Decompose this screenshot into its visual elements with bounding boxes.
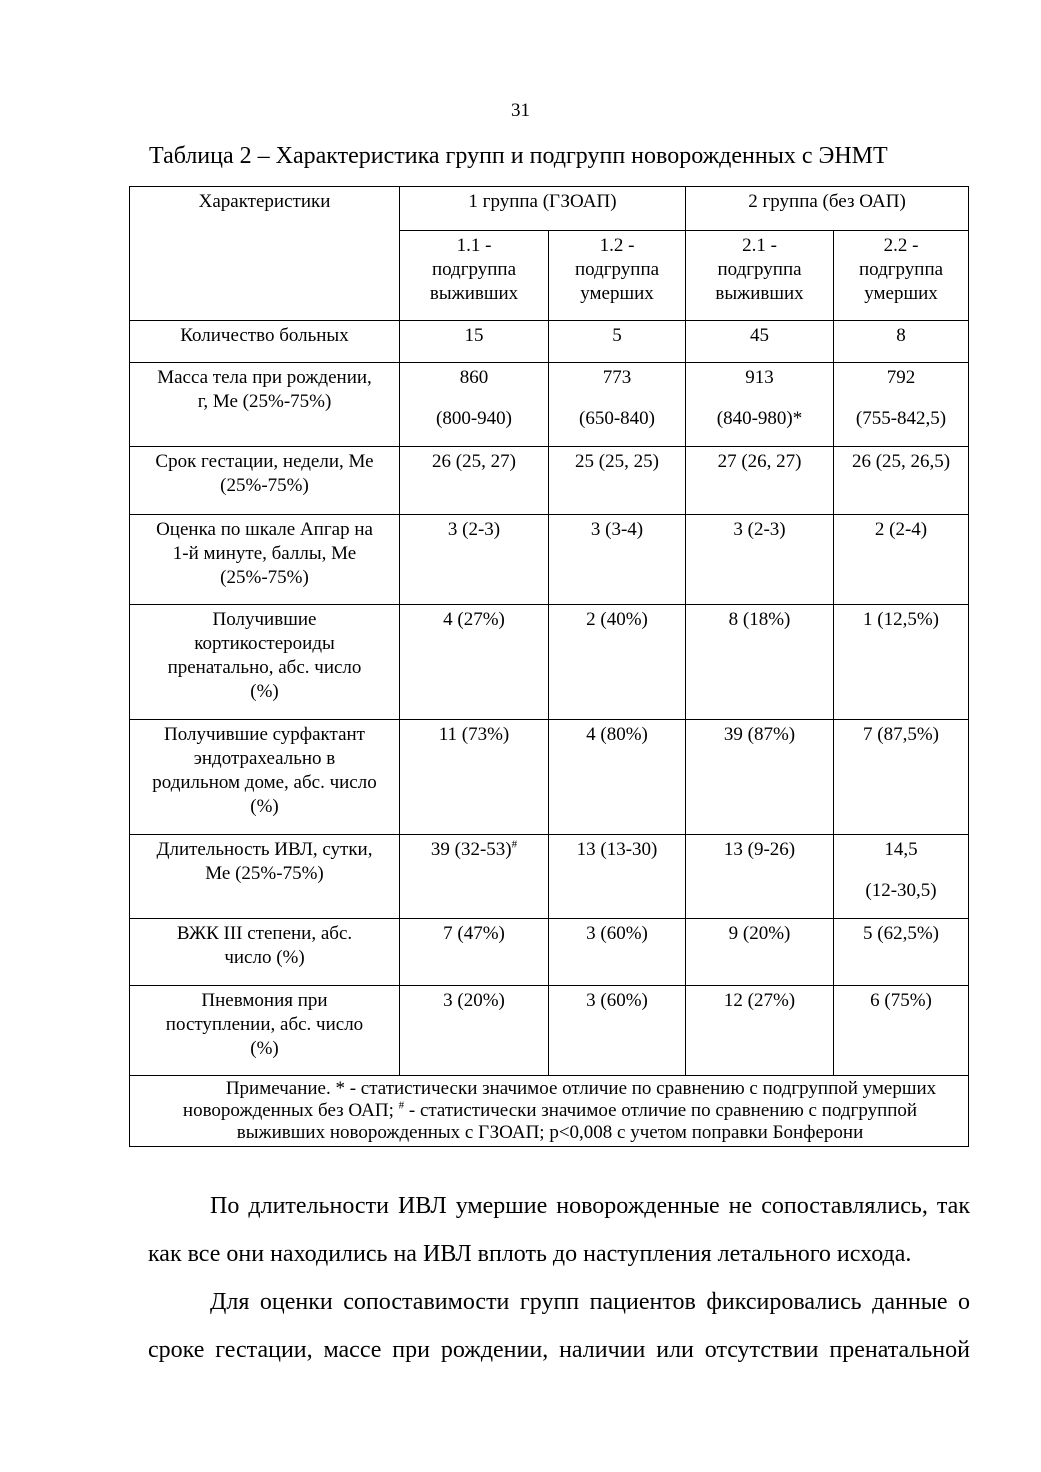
cell-line: пренатально, абс. число bbox=[167, 657, 362, 678]
cell-line: подгруппа bbox=[574, 259, 660, 280]
paragraph: По длительности ИВЛ умершие новорожденные не сопоставлялись, так как все они находились на ИВЛ вплоть до наступления летального исхода. bbox=[148, 1193, 970, 1267]
row-value bbox=[549, 835, 686, 919]
value-range: (650-840) bbox=[579, 408, 655, 429]
cell-line: Оценка по шкале Апгар на bbox=[156, 519, 373, 540]
cell-line: умерших bbox=[580, 283, 654, 304]
cell-line: Масса тела при рождении, bbox=[157, 367, 372, 388]
table-note bbox=[130, 1076, 969, 1147]
value-text: 3 (3-4) bbox=[590, 519, 644, 540]
row-value bbox=[400, 720, 549, 835]
value-text: 2 (2-4) bbox=[874, 519, 928, 540]
row-value bbox=[549, 919, 686, 986]
value-text: 26 (25, 26,5) bbox=[851, 451, 951, 472]
cell-line: (%) bbox=[250, 1038, 279, 1059]
cell-line: 1-й минуте, баллы, Ме bbox=[172, 543, 357, 564]
value-main: 773 bbox=[602, 367, 632, 388]
row-label bbox=[130, 605, 400, 720]
value-text: 6 (75%) bbox=[870, 990, 932, 1011]
table-row bbox=[130, 605, 969, 720]
cell-line: подгруппа bbox=[858, 259, 944, 280]
header-subgroup-1 bbox=[400, 231, 549, 321]
header-group-2: 2 группа (без ОАП) bbox=[686, 187, 969, 231]
value-text: 15 bbox=[464, 325, 484, 346]
cell-line: 1.1 - bbox=[456, 235, 492, 256]
value-text: 2 (40%) bbox=[586, 609, 648, 630]
value-text: 9 (20%) bbox=[728, 923, 791, 944]
value-text: 3 (2-3) bbox=[733, 519, 786, 540]
cell-line: 2.2 - bbox=[883, 235, 919, 256]
header-subgroup-4 bbox=[834, 231, 969, 321]
value-main: 860 bbox=[459, 367, 489, 388]
row-value bbox=[686, 835, 834, 919]
row-value bbox=[400, 605, 549, 720]
value-range: (12-30,5) bbox=[865, 880, 937, 901]
cell-line: поступлении, абс. число bbox=[165, 1014, 364, 1035]
cell-line: Длительность ИВЛ, сутки, bbox=[156, 839, 373, 860]
value-text: 13 (9-26) bbox=[723, 839, 796, 860]
cell-line: 2.1 - bbox=[742, 235, 777, 256]
cell-line: ВЖК III степени, абс. bbox=[176, 923, 353, 944]
cell-line: число (%) bbox=[224, 947, 305, 968]
value-text: 26 (25, 27) bbox=[432, 451, 516, 472]
cell-line: Срок гестации, недели, Ме bbox=[155, 451, 374, 472]
row-label bbox=[130, 321, 400, 363]
value-text: 39 (32-53) bbox=[430, 839, 512, 860]
body-text bbox=[148, 1182, 970, 1374]
header-subgroup-2 bbox=[549, 231, 686, 321]
row-value bbox=[686, 605, 834, 720]
row-value bbox=[686, 321, 834, 363]
row-value bbox=[686, 986, 834, 1076]
cell-line: эндотрахеально в bbox=[193, 748, 336, 769]
cell-line: (25%-75%) bbox=[220, 567, 309, 588]
value-text: 3 (20%) bbox=[443, 990, 505, 1011]
value-main: 14,5 bbox=[884, 839, 918, 860]
row-value bbox=[400, 919, 549, 986]
row-value bbox=[834, 720, 969, 835]
table-row bbox=[130, 363, 969, 447]
cell-line: (%) bbox=[250, 796, 279, 817]
row-value bbox=[834, 919, 969, 986]
value-text: 7 (47%) bbox=[443, 923, 505, 944]
value-range: (800-940) bbox=[436, 408, 512, 429]
paragraph: Для оценки сопоставимости групп пациентов фиксировались данные о сроке гестации, массе при рождении, наличии или отсутствии пренатальной bbox=[148, 1289, 970, 1363]
cell-line: Получившие bbox=[212, 609, 317, 630]
cell-line: выживших bbox=[715, 283, 804, 304]
row-value bbox=[834, 321, 969, 363]
row-value bbox=[834, 515, 969, 605]
cell-line: умерших bbox=[864, 283, 938, 304]
row-value bbox=[549, 515, 686, 605]
value-text: 8 bbox=[896, 325, 906, 346]
table-title: Таблица 2 – Характеристика групп и подгрупп новорожденных с ЭНМТ bbox=[149, 143, 888, 169]
value-text: 45 bbox=[750, 325, 770, 346]
row-value bbox=[549, 363, 686, 447]
row-label bbox=[130, 720, 400, 835]
table-row bbox=[130, 835, 969, 919]
page-number: 31 bbox=[511, 100, 530, 121]
value-text: 5 (62,5%) bbox=[863, 923, 939, 944]
value-text: 39 (87%) bbox=[723, 724, 796, 745]
value-text: 3 (2-3) bbox=[447, 519, 501, 540]
note-mark: # bbox=[398, 1099, 405, 1112]
value-main: 913 bbox=[745, 367, 774, 388]
row-value bbox=[834, 986, 969, 1076]
value-text: 8 (18%) bbox=[728, 609, 791, 630]
row-label bbox=[130, 986, 400, 1076]
row-label bbox=[130, 515, 400, 605]
row-value bbox=[686, 919, 834, 986]
header-characteristics: Характеристики bbox=[130, 187, 400, 321]
table-row bbox=[130, 447, 969, 515]
row-value bbox=[834, 447, 969, 515]
row-value bbox=[834, 363, 969, 447]
value-text: 12 (27%) bbox=[723, 990, 796, 1011]
value-range: (755-842,5) bbox=[855, 408, 947, 429]
cell-line: подгруппа bbox=[717, 259, 802, 280]
row-label bbox=[130, 447, 400, 515]
cell-line: Получившие сурфактант bbox=[164, 724, 365, 745]
cell-line: (%) bbox=[250, 681, 279, 702]
cell-line: подгруппа bbox=[431, 259, 517, 280]
table-row bbox=[130, 321, 969, 363]
row-value bbox=[549, 720, 686, 835]
row-value bbox=[686, 515, 834, 605]
value-text: 4 (27%) bbox=[443, 609, 505, 630]
row-value bbox=[400, 363, 549, 447]
cell-line: кортикостероиды bbox=[194, 633, 335, 654]
value-text: 7 (87,5%) bbox=[863, 724, 939, 745]
significance-mark: # bbox=[511, 838, 518, 851]
row-value bbox=[549, 605, 686, 720]
note-text: Примечание. * - статистически значимое отличие по сравнению с подгруппой умерших новорожденных без ОАП; bbox=[182, 1078, 937, 1121]
row-value bbox=[400, 321, 549, 363]
value-text: 5 bbox=[612, 325, 622, 346]
value-text: 1 (12,5%) bbox=[863, 609, 939, 630]
cell-line: 1.2 - bbox=[599, 235, 635, 256]
row-value bbox=[549, 986, 686, 1076]
row-label bbox=[130, 363, 400, 447]
cell-line: родильном доме, абс. число bbox=[152, 772, 377, 793]
row-value bbox=[834, 605, 969, 720]
cell-line: г, Ме (25%-75%) bbox=[197, 391, 332, 412]
value-text: 27 (26, 27) bbox=[717, 451, 802, 472]
characteristics-table bbox=[129, 186, 969, 1147]
table-row bbox=[130, 919, 969, 986]
row-label bbox=[130, 835, 400, 919]
row-value bbox=[400, 835, 549, 919]
value-text: 3 (60%) bbox=[586, 923, 648, 944]
value-text: 13 (13-30) bbox=[576, 839, 658, 860]
value-text: 4 (80%) bbox=[586, 724, 648, 745]
cell-line: выживших bbox=[429, 283, 519, 304]
row-value bbox=[400, 986, 549, 1076]
value-text: 11 (73%) bbox=[438, 724, 510, 745]
cell-line: Ме (25%-75%) bbox=[205, 863, 324, 884]
row-value bbox=[834, 835, 969, 919]
row-value bbox=[549, 447, 686, 515]
row-value bbox=[400, 447, 549, 515]
note-text: - статистически значимое отличие по сравнению с подгруппой выживших новорожденных с ГЗОАП; p<0,008 с учетом поправки Бонферони bbox=[236, 1100, 918, 1143]
cell-line: Пневмония при bbox=[201, 990, 328, 1011]
row-value bbox=[686, 720, 834, 835]
cell-line: (25%-75%) bbox=[220, 475, 309, 496]
value-text: 3 (60%) bbox=[586, 990, 648, 1011]
row-value bbox=[686, 363, 834, 447]
row-value bbox=[549, 321, 686, 363]
table-row bbox=[130, 515, 969, 605]
value-text: 25 (25, 25) bbox=[575, 451, 659, 472]
cell-line: Количество больных bbox=[180, 325, 349, 346]
table-row bbox=[130, 720, 969, 835]
table-row bbox=[130, 986, 969, 1076]
row-value bbox=[400, 515, 549, 605]
header-subgroup-3 bbox=[686, 231, 834, 321]
value-main: 792 bbox=[886, 367, 916, 388]
row-value bbox=[686, 447, 834, 515]
value-range: (840-980)* bbox=[716, 408, 803, 429]
row-label bbox=[130, 919, 400, 986]
header-group-1: 1 группа (ГЗОАП) bbox=[400, 187, 686, 231]
